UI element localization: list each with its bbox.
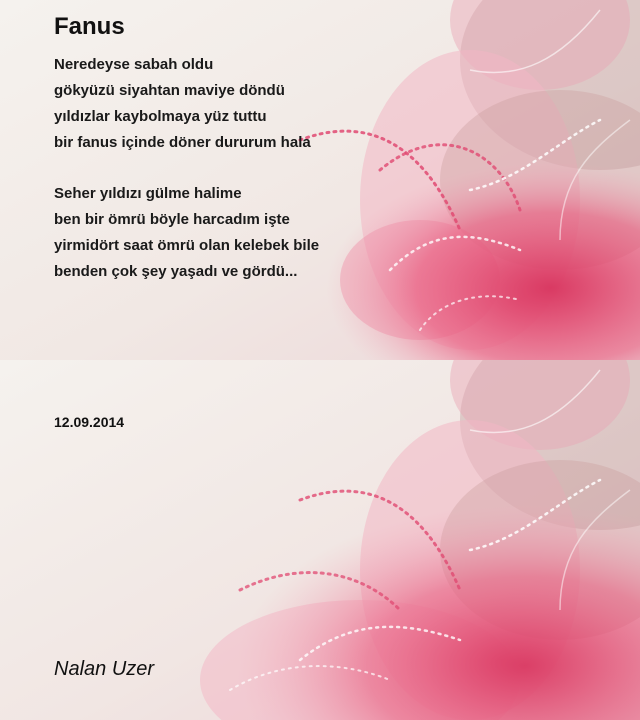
poem-line: gökyüzü siyahtan maviye döndü xyxy=(54,82,285,99)
poem-line: yirmidört saat ömrü olan kelebek bile xyxy=(54,237,320,254)
poem-stanza-2 xyxy=(54,181,319,285)
poem-line: Neredeyse sabah oldu xyxy=(54,56,214,73)
poem-author: Nalan Uzer xyxy=(54,658,155,680)
poem-line: yıldızlar kaybolmaya yüz tuttu xyxy=(54,108,267,125)
poem-panel-bottom xyxy=(0,360,640,720)
poem-date: 12.09.2014 xyxy=(54,414,125,430)
poem-line: bir fanus içinde döner dururum hala xyxy=(54,134,311,151)
poem-line: Seher yıldızı gülme halime xyxy=(54,185,242,202)
poem-stanza-1 xyxy=(54,52,311,156)
poem-line: ben bir ömrü böyle harcadım işte xyxy=(54,211,290,228)
poem-line: benden çok şey yaşadı ve gördü... xyxy=(54,263,298,280)
poem-title: Fanus xyxy=(54,13,125,40)
